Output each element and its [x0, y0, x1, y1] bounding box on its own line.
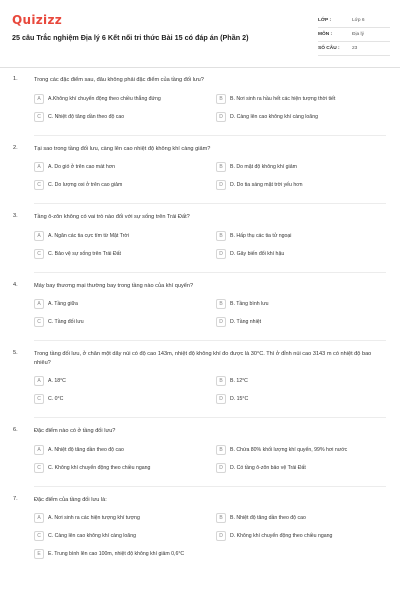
- quizizz-logo: Quizizz: [12, 13, 63, 27]
- question-number: 2.: [13, 144, 18, 151]
- option-c[interactable]: [34, 317, 204, 333]
- option-text: B. Hấp thụ các tia tử ngoại: [230, 232, 292, 239]
- header-divider: [0, 67, 400, 68]
- question-number: 5.: [13, 350, 18, 356]
- option-b[interactable]: [216, 231, 386, 247]
- option-c[interactable]: [34, 112, 204, 128]
- option-a[interactable]: [34, 376, 204, 392]
- option-text: B. Tầng bình lưu: [230, 301, 269, 307]
- option-d[interactable]: [216, 317, 386, 333]
- question-divider: [34, 417, 386, 418]
- option-letter: A: [34, 299, 44, 309]
- option-letter: A: [34, 94, 44, 104]
- option-letter: C: [34, 249, 44, 259]
- option-letter: B: [216, 231, 226, 241]
- option-letter: E: [34, 549, 44, 559]
- option-letter: C: [34, 317, 44, 327]
- question-7: [0, 496, 400, 574]
- option-c[interactable]: [34, 394, 204, 410]
- meta-value: 23: [352, 46, 358, 51]
- option-letter: C: [34, 394, 44, 404]
- question-divider: [34, 272, 386, 273]
- option-c[interactable]: [34, 249, 204, 265]
- options: [34, 376, 386, 412]
- option-text: E. Trung bình lên cao 100m, nhiệt độ không khí giảm 0,6°C: [48, 551, 185, 557]
- option-a[interactable]: [34, 299, 204, 315]
- question-divider: [34, 486, 386, 487]
- option-b[interactable]: [216, 162, 386, 178]
- question-text: Máy bay thương mại thường bay trong tầng nào của khí quyển?: [34, 282, 194, 289]
- option-a[interactable]: [34, 445, 204, 461]
- question-2: [0, 145, 400, 205]
- question-divider: [34, 203, 386, 204]
- option-text: D. Càng lên cao không khí càng loãng: [230, 113, 318, 120]
- question-number: 7.: [13, 495, 18, 502]
- option-text: B. Nhiệt độ tăng dần theo độ cao: [230, 515, 306, 521]
- option-text: D. Có tầng ô-zôn bảo vệ Trái Đất: [230, 464, 306, 471]
- option-b[interactable]: [216, 376, 386, 392]
- option-text: D. Không khí chuyển động theo chiều ngang: [230, 533, 333, 539]
- meta-label: MÔN :: [318, 32, 333, 37]
- option-text: A. Do gió ở trên cao mát hơn: [48, 164, 116, 170]
- meta-label: LỚP :: [318, 18, 332, 23]
- options: [34, 94, 386, 130]
- document-header: [0, 0, 400, 66]
- option-letter: A: [34, 162, 44, 172]
- option-text: C. 0°C: [48, 396, 64, 402]
- meta-row-grade: [318, 14, 390, 28]
- meta-row-count: [318, 42, 390, 56]
- option-letter: C: [34, 463, 44, 473]
- option-b[interactable]: [216, 445, 386, 461]
- option-text: D. Tầng nhiệt: [230, 319, 262, 325]
- question-number: 3.: [13, 213, 18, 219]
- option-e[interactable]: [34, 549, 204, 571]
- question-number: 1.: [13, 76, 18, 82]
- option-text: C. Tầng đối lưu: [48, 319, 84, 325]
- question-5: [0, 350, 400, 418]
- option-letter: A: [34, 376, 44, 386]
- option-d[interactable]: [216, 531, 386, 547]
- option-text: A. Nơi sinh ra các hiện tượng khí tượng: [48, 515, 140, 521]
- option-text: C. Do lượng oxi ở trên cao giảm: [48, 182, 123, 188]
- question-divider: [34, 340, 386, 341]
- option-c[interactable]: [34, 531, 204, 547]
- option-letter: B: [216, 445, 226, 455]
- option-letter: C: [34, 531, 44, 541]
- meta-value: Lớp 6: [352, 18, 365, 23]
- meta-value: Địa lý: [352, 32, 364, 37]
- option-letter: D: [216, 463, 226, 473]
- option-text: B. Do mặt độ không khí giảm: [230, 164, 297, 170]
- option-letter: D: [216, 112, 226, 122]
- question-3: [0, 213, 400, 273]
- option-b[interactable]: [216, 299, 386, 315]
- option-d[interactable]: [216, 180, 386, 196]
- question-4: [0, 282, 400, 342]
- option-text: C. Nhiệt độ tăng dần theo độ cao: [48, 113, 125, 120]
- question-text: Tầng ô-zôn không có vai trò nào đối với sự sống trên Trái Đất?: [34, 214, 190, 220]
- option-text: A. 18°C: [48, 378, 66, 384]
- option-letter: D: [216, 180, 226, 190]
- option-text: D. Gây biến đổi khí hậu: [230, 250, 285, 257]
- option-letter: D: [216, 394, 226, 404]
- option-a[interactable]: [34, 231, 204, 247]
- option-text: C. Bảo vệ sự sống trên Trái Đất: [48, 250, 121, 257]
- option-letter: D: [216, 317, 226, 327]
- question-text: Tại sao trong tầng đối lưu, càng lên cao nhiệt độ không khí càng giảm?: [34, 145, 211, 152]
- option-letter: B: [216, 162, 226, 172]
- option-a[interactable]: [34, 94, 204, 110]
- option-c[interactable]: [34, 463, 204, 479]
- question-text: Đặc điểm của tầng đối lưu là:: [34, 496, 107, 503]
- option-d[interactable]: [216, 112, 386, 128]
- option-letter: A: [34, 445, 44, 455]
- options: [34, 162, 386, 198]
- options: [34, 299, 386, 335]
- option-b[interactable]: [216, 513, 386, 529]
- options: [34, 513, 386, 573]
- question-text: Trong tầng đối lưu, ở chân một dãy núi có độ cao 143m, nhiệt độ không khí đo được là 30°C. Thì ở đỉnh núi cao 3143 m có nhiệt độ bao nhiêu?: [34, 351, 372, 366]
- option-letter: A: [34, 231, 44, 241]
- option-text: D. Do tia sáng mặt trời yếu hơn: [230, 182, 303, 188]
- option-text: C. Càng lên cao không khí càng loãng: [48, 533, 136, 539]
- option-a[interactable]: [34, 162, 204, 178]
- option-text: A. Ngăn các tia cực tím từ Mặt Trời: [48, 232, 129, 239]
- option-letter: D: [216, 249, 226, 259]
- page-title: 25 câu Trắc nghiệm Địa lý 6 Kết nối tri thức Bài 15 có đáp án (Phần 2): [12, 33, 249, 42]
- option-letter: D: [216, 531, 226, 541]
- option-text: B. 12°C: [230, 378, 248, 384]
- options: [34, 445, 386, 481]
- option-a[interactable]: [34, 513, 204, 529]
- option-d[interactable]: [216, 394, 386, 410]
- question-text: Trong các đặc điểm sau, đâu không phải đặc điểm của tầng đối lưu?: [34, 77, 204, 83]
- options: [34, 231, 386, 267]
- option-b[interactable]: [216, 94, 386, 110]
- option-c[interactable]: [34, 180, 204, 196]
- option-d[interactable]: [216, 249, 386, 265]
- question-text: Đặc điểm nào có ở tầng đối lưu?: [34, 428, 116, 434]
- option-text: A.Không khí chuyển động theo chiều thẳng đứng: [48, 95, 161, 102]
- meta-label: SỐ CÂU :: [318, 46, 340, 51]
- question-1: [0, 76, 400, 136]
- meta-info: [318, 14, 390, 56]
- meta-row-subject: [318, 28, 390, 42]
- option-letter: C: [34, 112, 44, 122]
- option-letter: B: [216, 513, 226, 523]
- option-letter: B: [216, 94, 226, 104]
- option-letter: C: [34, 180, 44, 190]
- question-6: [0, 427, 400, 487]
- option-letter: B: [216, 376, 226, 386]
- question-number: 4.: [13, 281, 18, 288]
- question-divider: [34, 135, 386, 136]
- option-text: B. Nơi sinh ra hầu hết các hiện tượng thời tiết: [230, 95, 336, 102]
- question-list: [0, 76, 400, 573]
- option-letter: A: [34, 513, 44, 523]
- option-text: C. Không khí chuyển động theo chiều ngang: [48, 464, 151, 471]
- option-d[interactable]: [216, 463, 386, 479]
- option-letter: B: [216, 299, 226, 309]
- question-number: 6.: [13, 427, 18, 433]
- option-text: A. Tầng giữa: [48, 301, 78, 307]
- option-text: A. Nhiệt độ tăng dần theo độ cao: [48, 446, 124, 453]
- option-text: D. 15°C: [230, 396, 249, 402]
- option-text: B. Chứa 80% khối lượng khí quyển, 99% hơi nước: [230, 446, 348, 453]
